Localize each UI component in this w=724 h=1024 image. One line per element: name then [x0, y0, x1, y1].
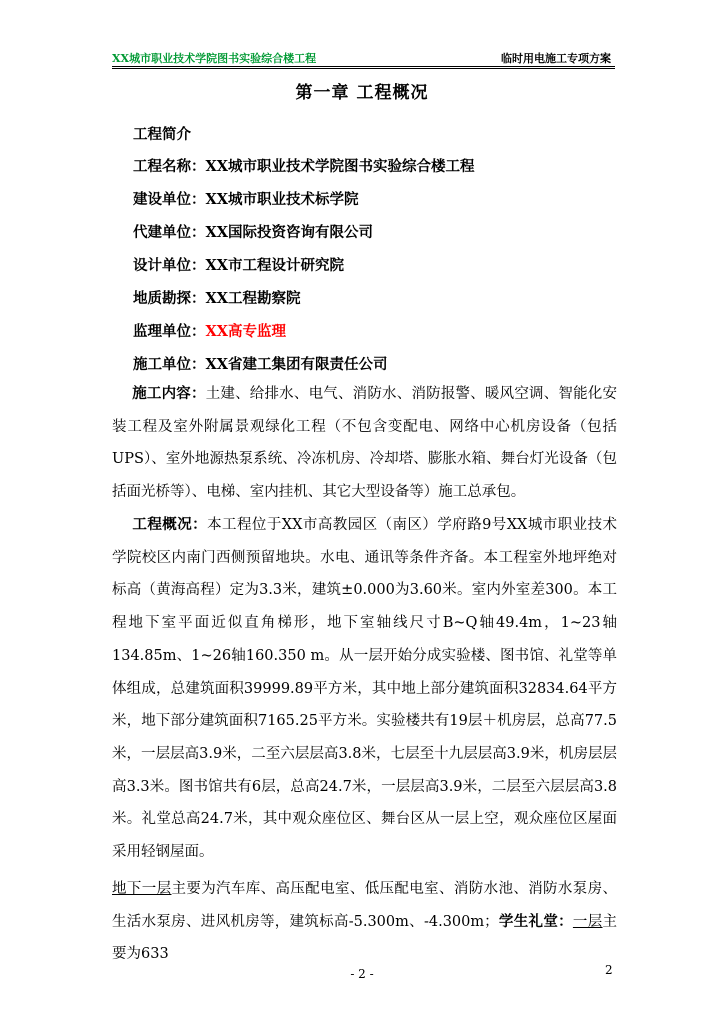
chapter-title: 第一章 工程概况: [295, 83, 429, 103]
auditorium-label: 学生礼堂：: [498, 912, 573, 930]
header-project-name: XX城市职业技术学院图书实验综合楼工程: [112, 52, 317, 65]
info-value: XX工程勘察院: [205, 290, 301, 307]
scope-text: 土建、给排水、电气、消防水、消防报警、暖风空调、智能化安装工程及室外附属景观绿化工程（不包含变配电、网络中心机房设备（包括UPS）、室外地源热泵系统、冷冻机房、冷却塔、膨胀水箱、舞台灯光设备（包括面光桥等）、电梯、室内挂机、其它大型设备等）施工总承包。: [112, 386, 618, 501]
info-label: 施工单位：: [133, 356, 206, 373]
page-header: [112, 49, 615, 69]
info-value: XX省建工集团有限责任公司: [205, 356, 388, 373]
info-value: XX城市职业技术学院图书实验综合楼工程: [205, 158, 475, 175]
header-document-name: 临时用电施工专项方案: [501, 52, 611, 65]
info-label: 设计单位：: [133, 257, 206, 274]
section-title: 工程简介: [133, 126, 191, 143]
info-label: 代建单位：: [133, 224, 206, 241]
info-builder: [133, 188, 359, 209]
overview-label: 工程概况：: [132, 516, 208, 533]
info-label: 地质勘探：: [133, 290, 206, 307]
info-survey: [133, 287, 301, 308]
basement-text: 主要为汽车库、高压配电室、低压配电室、消防水池、消防水泵房、生活水泵房、进风机房等，建筑标高-5.300m、-4.300m；: [112, 881, 618, 930]
info-supervisor: [133, 320, 286, 341]
auditorium-level-label: 一层: [572, 913, 603, 930]
auditorium-text: 主要为633: [112, 913, 618, 963]
page-number: - 2 -: [350, 967, 374, 981]
info-agent: [133, 221, 373, 242]
scope-label: 施工内容：: [132, 385, 206, 402]
info-designer: [133, 254, 344, 275]
basement-paragraph: [112, 873, 617, 971]
overview-text: 本工程位于XX市高教园区（南区）学府路9号XX城市职业技术学院校区内南门西侧预留地块。水电、通讯等条件齐备。本工程室外地坪绝对标高（黄海高程）定为3.3米，建筑±0.000为3.60米。室内外室差300。本工程地下室平面近似直角梯形，地下室轴线尺寸B~Q轴49.4m，1~23轴134.85m、1~26轴160.350 m。从一层开始分成实验楼、图书馆、礼堂等单体组成，总建筑面积39999.89平方米，其中地上部分建筑面积32834.64平方米，地下部分建筑面积7165.25平方米。实验楼共有19层＋机房层，总高77.5米，一层层高3.9米，二至六层层高3.8米，七层至十九层层高3.9米，机房层层高3.3米。图书馆共有6层，总高24.7米，一层层高3.9米，二层至六层层高3.8米。礼堂总高24.7米，其中观众座位区、舞台区从一层上空，观众座位区屋面采用轻钢屋面。: [112, 517, 618, 861]
info-value: XX城市职业技术标学院: [205, 191, 359, 208]
info-label: 建设单位：: [133, 191, 206, 208]
overview-paragraph: [112, 509, 617, 869]
info-contractor: [133, 353, 388, 374]
info-value-highlighted: XX高专监理: [205, 323, 287, 340]
info-value: XX国际投资咨询有限公司: [205, 224, 373, 241]
info-label: 工程名称：: [133, 158, 206, 175]
basement-level-label: 地下一层: [112, 881, 172, 897]
corner-page-number: 2: [605, 963, 613, 977]
info-value: XX市工程设计研究院: [205, 257, 344, 274]
scope-paragraph: [112, 378, 617, 509]
info-label: 监理单位：: [133, 323, 206, 340]
info-project-name: [133, 155, 475, 176]
